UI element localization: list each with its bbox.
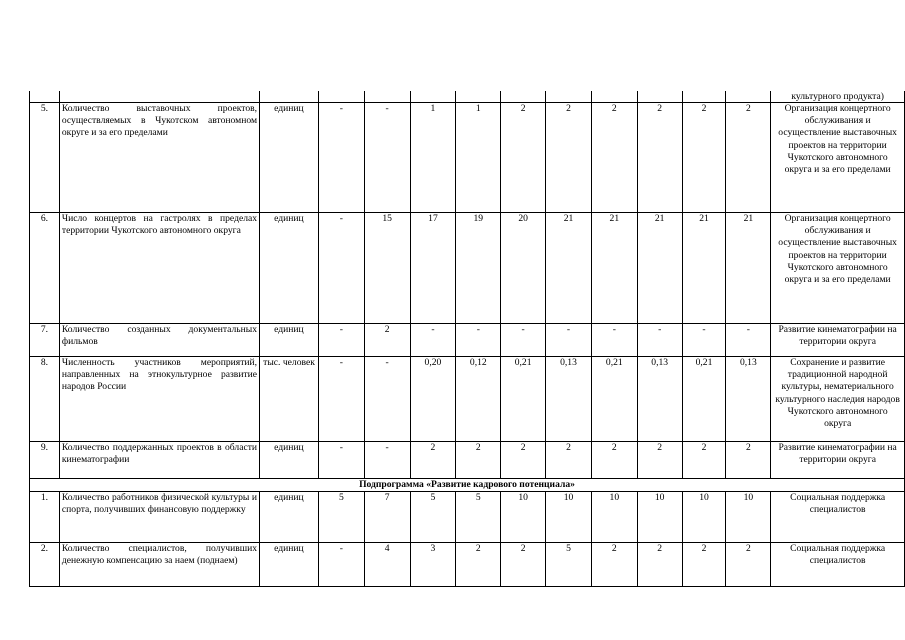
value-cell: 2 xyxy=(591,543,637,587)
row-number: 9. xyxy=(30,442,60,479)
row-number: 1. xyxy=(30,492,60,543)
value-cell: 2 xyxy=(546,442,592,479)
result-cell: Организация концертного обслуживания и осуществление выставочных проектов на территории Чукотского автономного округа и за его пределами xyxy=(771,213,905,324)
indicator-name: Численность участников мероприятий, направленных на этнокультурное развитие народов России xyxy=(59,357,259,442)
value-cell: 2 xyxy=(682,103,726,213)
result-cell: Сохранение и развитие традиционной народной культуры, нематериального культурного наследия народов Чукотского автономного округа xyxy=(771,357,905,442)
value-cell: 2 xyxy=(726,103,771,213)
value-cell: 0,13 xyxy=(637,357,682,442)
value-cell: 21 xyxy=(591,213,637,324)
value-cell: 2 xyxy=(637,103,682,213)
value-cell: - xyxy=(318,442,364,479)
value-cell: 2 xyxy=(682,543,726,587)
value-cell: 5 xyxy=(318,492,364,543)
row-number: 6. xyxy=(30,213,60,324)
table-row xyxy=(30,492,905,543)
value-cell: - xyxy=(637,324,682,357)
result-cell: Организация концертного обслуживания и осуществление выставочных проектов на территории Чукотского автономного округа и за его пределами xyxy=(771,103,905,213)
value-cell: 5 xyxy=(456,492,501,543)
indicators-table xyxy=(29,91,905,587)
unit-cell: единиц xyxy=(260,103,319,213)
value-cell: 0,21 xyxy=(682,357,726,442)
result-cell: Социальная поддержка специалистов xyxy=(771,543,905,587)
row-number: 5. xyxy=(30,103,60,213)
value-cell: - xyxy=(410,324,456,357)
value-cell: 20 xyxy=(501,213,546,324)
value-cell: 3 xyxy=(410,543,456,587)
value-cell: 10 xyxy=(591,492,637,543)
value-cell: 2 xyxy=(410,442,456,479)
value-cell: 21 xyxy=(726,213,771,324)
table-row xyxy=(30,442,905,479)
result-cell: Развитие кинематографии на территории округа xyxy=(771,442,905,479)
value-cell: - xyxy=(501,324,546,357)
subprogram-title: Подпрограмма «Развитие кадрового потенциала» xyxy=(30,479,905,492)
value-cell: - xyxy=(546,324,592,357)
result-cell: Социальная поддержка специалистов xyxy=(771,492,905,543)
table-row xyxy=(30,103,905,213)
indicator-name: Количество выставочных проектов, осуществляемых в Чукотском автономном округе и за его пределами xyxy=(59,103,259,213)
value-cell: - xyxy=(318,213,364,324)
value-cell: 2 xyxy=(456,543,501,587)
value-cell: 10 xyxy=(546,492,592,543)
table-row xyxy=(30,543,905,587)
value-cell: 0,12 xyxy=(456,357,501,442)
value-cell: - xyxy=(318,357,364,442)
value-cell: 0,21 xyxy=(591,357,637,442)
value-cell: - xyxy=(591,324,637,357)
value-cell: 19 xyxy=(456,213,501,324)
value-cell: 2 xyxy=(591,442,637,479)
unit-cell: тыс. человек xyxy=(260,357,319,442)
value-cell: 7 xyxy=(364,492,410,543)
value-cell: - xyxy=(364,103,410,213)
value-cell: - xyxy=(318,103,364,213)
row-number: 7. xyxy=(30,324,60,357)
table-row-continued xyxy=(30,91,905,103)
value-cell: - xyxy=(318,543,364,587)
value-cell: 0,21 xyxy=(501,357,546,442)
indicator-name: Количество поддержанных проектов в области кинематографии xyxy=(59,442,259,479)
value-cell: 2 xyxy=(591,103,637,213)
value-cell: 2 xyxy=(364,324,410,357)
value-cell: 2 xyxy=(456,442,501,479)
value-cell: 2 xyxy=(637,543,682,587)
value-cell: 15 xyxy=(364,213,410,324)
table-row xyxy=(30,324,905,357)
value-cell: 2 xyxy=(637,442,682,479)
result-cell: Развитие кинематографии на территории округа xyxy=(771,324,905,357)
value-cell: - xyxy=(682,324,726,357)
value-cell: 10 xyxy=(637,492,682,543)
indicator-name: Количество специалистов, получивших денежную компенсацию за наем (поднаем) xyxy=(59,543,259,587)
unit-cell: единиц xyxy=(260,543,319,587)
value-cell: 21 xyxy=(637,213,682,324)
value-cell: 2 xyxy=(726,543,771,587)
indicator-name: Число концертов на гастролях в пределах территории Чукотского автономного округа xyxy=(59,213,259,324)
value-cell: - xyxy=(726,324,771,357)
subprogram-row xyxy=(30,479,905,492)
value-cell: 2 xyxy=(682,442,726,479)
value-cell: 10 xyxy=(726,492,771,543)
value-cell: 2 xyxy=(501,442,546,479)
value-cell: 1 xyxy=(456,103,501,213)
value-cell: 4 xyxy=(364,543,410,587)
value-cell: - xyxy=(364,357,410,442)
unit-cell: единиц xyxy=(260,213,319,324)
value-cell: 21 xyxy=(546,213,592,324)
value-cell: 0,20 xyxy=(410,357,456,442)
table-row xyxy=(30,213,905,324)
value-cell: 0,13 xyxy=(726,357,771,442)
unit-cell: единиц xyxy=(260,492,319,543)
row-number: 2. xyxy=(30,543,60,587)
value-cell: 5 xyxy=(410,492,456,543)
value-cell: 10 xyxy=(682,492,726,543)
table-row xyxy=(30,357,905,442)
result-cell: культурного продукта) xyxy=(771,91,905,103)
unit-cell: единиц xyxy=(260,324,319,357)
value-cell: 5 xyxy=(546,543,592,587)
value-cell: 0,13 xyxy=(546,357,592,442)
unit-cell: единиц xyxy=(260,442,319,479)
row-number: 8. xyxy=(30,357,60,442)
value-cell: 10 xyxy=(501,492,546,543)
value-cell: - xyxy=(364,442,410,479)
value-cell: 1 xyxy=(410,103,456,213)
value-cell: 17 xyxy=(410,213,456,324)
indicator-name: Количество работников физической культуры и спорта, получивших финансовую поддержку xyxy=(59,492,259,543)
value-cell: 2 xyxy=(501,103,546,213)
value-cell: 2 xyxy=(501,543,546,587)
value-cell: - xyxy=(456,324,501,357)
value-cell: - xyxy=(318,324,364,357)
value-cell: 2 xyxy=(546,103,592,213)
indicator-name: Количество созданных документальных фильмов xyxy=(59,324,259,357)
value-cell: 2 xyxy=(726,442,771,479)
value-cell: 21 xyxy=(682,213,726,324)
